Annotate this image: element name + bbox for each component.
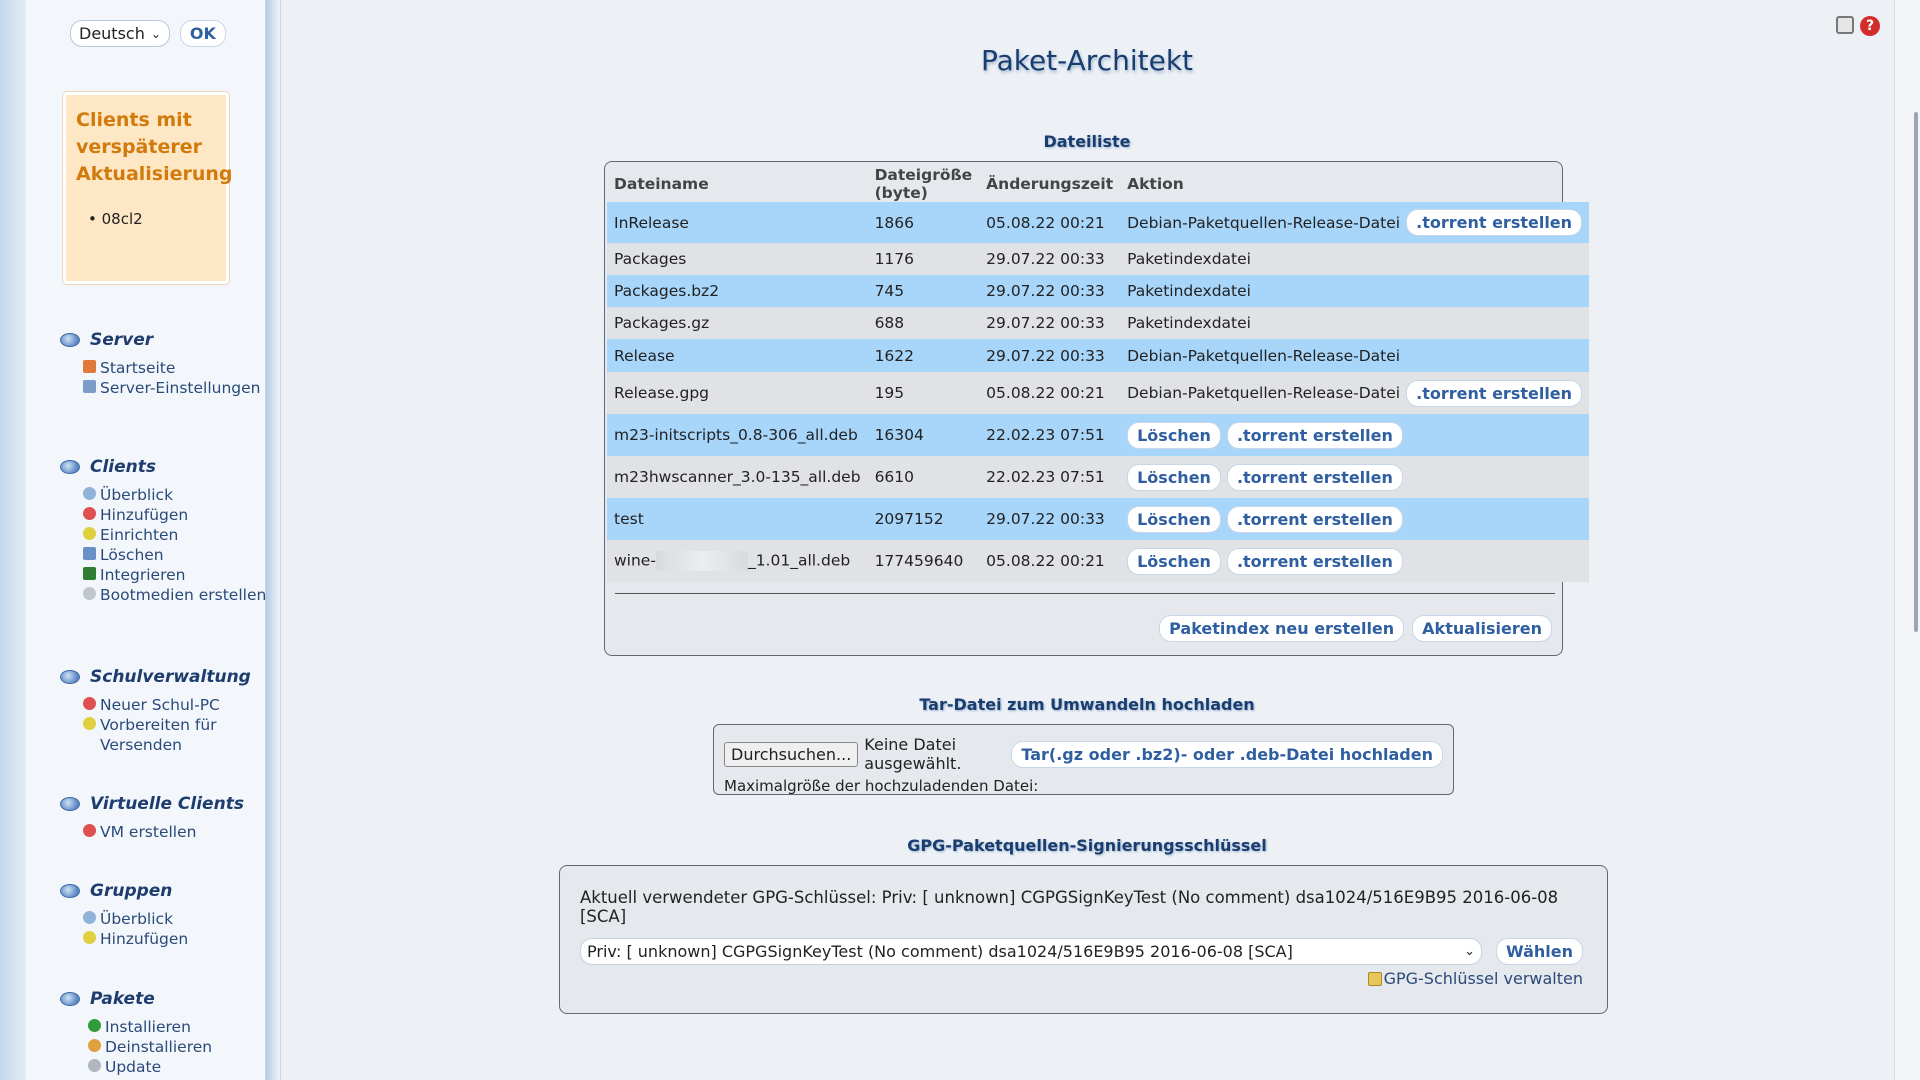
lock-icon xyxy=(1368,972,1382,986)
file-list-panel xyxy=(604,161,1573,656)
table-row xyxy=(607,243,1589,275)
nav-item-update[interactable]: Update xyxy=(105,1057,270,1077)
settings-window-icon xyxy=(83,380,96,393)
file-name: Release.gpg xyxy=(607,372,868,414)
gpg-key-select[interactable] xyxy=(580,938,1482,965)
table-row xyxy=(607,456,1589,498)
nav-title-clients[interactable]: Clients xyxy=(90,457,157,477)
add-client-icon xyxy=(83,507,96,520)
file-action-text: Debian-Paketquellen-Release-Datei xyxy=(1127,384,1401,402)
upload-title: Tar-Datei zum Umwandeln hochladen xyxy=(919,695,1255,714)
printer-icon[interactable] xyxy=(1836,16,1854,34)
nav-item-clients-einrichten[interactable]: Einrichten xyxy=(100,525,270,545)
nav-bullet-icon xyxy=(60,884,80,898)
nav-title-pakete[interactable]: Pakete xyxy=(90,989,155,1009)
gpg-key-select-value: Priv: [ unknown] CGPGSignKeyTest (No comment) dsa1024/516E9B95 2016-06-08 [SCA] xyxy=(587,942,1293,961)
table-row xyxy=(607,275,1589,307)
nav-section-pakete xyxy=(60,989,270,1077)
nav-item-startseite[interactable]: Startseite xyxy=(100,358,270,378)
file-time: 29.07.22 00:33 xyxy=(979,339,1120,372)
file-list-footer xyxy=(1159,615,1552,642)
nav-item-gruppen-ueberblick[interactable]: Überblick xyxy=(100,909,270,929)
nav-item-neuer-schul-pc[interactable]: Neuer Schul-PC xyxy=(100,695,270,715)
nav-bullet-icon xyxy=(60,670,80,684)
table-row xyxy=(607,339,1589,372)
gpg-current-key: Aktuell verwendeter GPG-Schlüssel: Priv: [ unknown] CGPGSignKeyTest (No comment) dsa1024/516E9B95 2016-06-08 [SCA] xyxy=(580,888,1559,926)
choose-key-button[interactable]: Wählen xyxy=(1496,938,1583,965)
nav-item-clients-integrieren[interactable]: Integrieren xyxy=(100,565,270,585)
language-selector xyxy=(70,20,226,47)
file-name: test xyxy=(607,498,868,540)
nav-section-clients xyxy=(60,457,270,605)
notice-title: Clients mit verspäterer Aktualisierung xyxy=(76,109,233,185)
file-size: 688 xyxy=(868,307,980,339)
setup-icon xyxy=(83,527,96,540)
file-time: 22.02.23 07:51 xyxy=(979,456,1120,498)
integrate-icon xyxy=(83,567,96,580)
nav-item-bootmedien[interactable]: Bootmedien erstellen xyxy=(100,585,270,605)
nav-item-vorbereiten-versenden[interactable]: Vorbereiten für Versenden xyxy=(100,715,270,755)
col-aktion: Aktion xyxy=(1127,175,1184,193)
file-action-text: Paketindexdatei xyxy=(1120,243,1589,275)
max-size-text: Maximalgröße der hochzuladenden Datei: xyxy=(724,777,1039,795)
language-ok-button[interactable]: OK xyxy=(180,20,226,47)
table-row xyxy=(607,307,1589,339)
col-aenderungszeit: Änderungszeit xyxy=(986,175,1114,193)
file-list-divider xyxy=(615,593,1555,594)
delete-button[interactable]: Löschen xyxy=(1127,422,1221,449)
create-torrent-button[interactable]: .torrent erstellen xyxy=(1406,380,1582,407)
file-action-text: Paketindexdatei xyxy=(1120,307,1589,339)
no-file-text: Keine Datei ausgewählt. xyxy=(864,735,962,773)
table-header-row xyxy=(607,166,1589,202)
create-torrent-button[interactable]: .torrent erstellen xyxy=(1227,548,1403,575)
star-icon xyxy=(83,931,96,944)
home-icon xyxy=(83,360,96,373)
table-row xyxy=(607,540,1589,582)
manage-gpg-keys-link[interactable] xyxy=(1368,969,1583,988)
file-size: 745 xyxy=(868,275,980,307)
file-time: 05.08.22 00:21 xyxy=(979,372,1120,414)
file-action-text: Debian-Paketquellen-Release-Datei xyxy=(1120,339,1589,372)
nav-item-vm-erstellen[interactable]: VM erstellen xyxy=(100,822,270,842)
file-action-text: Paketindexdatei xyxy=(1120,275,1589,307)
create-torrent-button[interactable]: .torrent erstellen xyxy=(1227,506,1403,533)
nav-bullet-icon xyxy=(60,460,80,474)
file-size: 1622 xyxy=(868,339,980,372)
page-title: Paket-Architekt xyxy=(980,44,1194,77)
nav-item-clients-ueberblick[interactable]: Überblick xyxy=(100,485,270,505)
table-row xyxy=(607,414,1589,456)
file-list-title: Dateiliste xyxy=(1043,132,1131,151)
top-icons xyxy=(1836,16,1880,36)
update-icon xyxy=(88,1059,101,1072)
rebuild-package-index-button[interactable]: Paketindex neu erstellen xyxy=(1159,615,1404,642)
nav-item-server-einstellungen[interactable]: Server-Einstellungen xyxy=(100,378,270,398)
upload-panel xyxy=(713,724,1454,795)
create-torrent-button[interactable]: .torrent erstellen xyxy=(1406,209,1582,236)
manage-gpg-keys-label: GPG-Schlüssel verwalten xyxy=(1383,969,1583,988)
nav-bullet-icon xyxy=(60,992,80,1006)
nav-section-virtuelle-clients xyxy=(60,794,270,842)
col-dateiname: Dateiname xyxy=(614,175,709,193)
file-time: 29.07.22 00:33 xyxy=(979,275,1120,307)
file-name: Packages xyxy=(607,243,868,275)
nav-title-virtuelle-clients[interactable]: Virtuelle Clients xyxy=(90,794,244,814)
language-select[interactable] xyxy=(70,20,170,47)
file-name: Packages.gz xyxy=(607,307,868,339)
file-time: 05.08.22 00:21 xyxy=(979,202,1120,243)
file-size: 2097152 xyxy=(868,498,980,540)
file-name: InRelease xyxy=(607,202,868,243)
table-row xyxy=(607,372,1589,414)
file-size: 177459640 xyxy=(868,540,980,582)
help-icon[interactable]: ? xyxy=(1860,16,1880,36)
file-time: 29.07.22 00:33 xyxy=(979,498,1120,540)
file-size: 195 xyxy=(868,372,980,414)
col-dateigroesse: Dateigröße (byte) xyxy=(874,166,973,202)
nav-title-server[interactable]: Server xyxy=(90,330,154,350)
file-time: 29.07.22 00:33 xyxy=(979,243,1120,275)
nav-item-gruppen-hinzufuegen[interactable]: Hinzufügen xyxy=(100,929,270,949)
boot-media-icon xyxy=(83,587,96,600)
prepare-icon xyxy=(83,717,96,730)
redacted-block xyxy=(656,551,748,571)
table-row xyxy=(607,498,1589,540)
file-action-text: Debian-Paketquellen-Release-Datei xyxy=(1127,213,1401,232)
file-size: 6610 xyxy=(868,456,980,498)
refresh-button[interactable]: Aktualisieren xyxy=(1412,615,1552,642)
install-icon xyxy=(88,1019,101,1032)
nav-item-deinstallieren[interactable]: Deinstallieren xyxy=(105,1037,270,1057)
create-torrent-button[interactable]: .torrent erstellen xyxy=(1227,464,1403,491)
file-name: Packages.bz2 xyxy=(607,275,868,307)
delete-button[interactable]: Löschen xyxy=(1127,506,1221,533)
language-select-value: Deutsch xyxy=(79,24,145,43)
file-name: Release xyxy=(607,339,868,372)
left-decor-strip xyxy=(0,0,26,1080)
magnifier-icon xyxy=(83,487,96,500)
nav-bullet-icon xyxy=(60,797,80,811)
trash-icon xyxy=(83,547,96,560)
chevron-down-icon: ⌄ xyxy=(1464,944,1475,959)
file-name: m23hwscanner_3.0-135_all.deb xyxy=(607,456,868,498)
nav-title-gruppen[interactable]: Gruppen xyxy=(90,881,173,901)
notice-list xyxy=(76,210,216,228)
file-time: 22.02.23 07:51 xyxy=(979,414,1120,456)
file-name: wine- _1.01_all.deb xyxy=(607,540,868,582)
gpg-title: GPG-Paketquellen-Signierungsschlüssel xyxy=(907,836,1267,855)
nav-bullet-icon xyxy=(60,333,80,347)
file-size: 1176 xyxy=(868,243,980,275)
file-time: 05.08.22 00:21 xyxy=(979,540,1120,582)
nav-item-clients-hinzufuegen[interactable]: Hinzufügen xyxy=(100,505,270,525)
nav-item-installieren[interactable]: Installieren xyxy=(105,1017,270,1037)
file-table xyxy=(607,166,1589,582)
file-size: 16304 xyxy=(868,414,980,456)
magnifier-icon xyxy=(83,911,96,924)
gpg-panel xyxy=(559,865,1608,1014)
vm-icon xyxy=(83,824,96,837)
delete-button[interactable]: Löschen xyxy=(1127,548,1221,575)
uninstall-icon xyxy=(88,1039,101,1052)
delete-button[interactable]: Löschen xyxy=(1127,464,1221,491)
notice-item[interactable]: • 08cl2 xyxy=(88,210,216,228)
scrollbar-thumb[interactable] xyxy=(1914,112,1918,632)
nav-section-gruppen xyxy=(60,881,270,949)
browse-button[interactable]: Durchsuchen... xyxy=(724,742,858,767)
nav-item-clients-loeschen[interactable]: Löschen xyxy=(100,545,270,565)
file-time: 29.07.22 00:33 xyxy=(979,307,1120,339)
file-size: 1866 xyxy=(868,202,980,243)
nav-section-server xyxy=(60,330,270,398)
create-torrent-button[interactable]: .torrent erstellen xyxy=(1227,422,1403,449)
file-name: m23-initscripts_0.8-306_all.deb xyxy=(607,414,868,456)
table-row xyxy=(607,202,1589,243)
nav-section-schulverwaltung xyxy=(60,667,270,755)
upload-button[interactable]: Tar(.gz oder .bz2)- oder .deb-Datei hochladen xyxy=(1011,741,1443,768)
new-pc-icon xyxy=(83,697,96,710)
chevron-down-icon: ⌄ xyxy=(150,26,161,41)
nav-title-schulverwaltung[interactable]: Schulverwaltung xyxy=(90,667,251,687)
delayed-update-notice xyxy=(63,92,233,284)
